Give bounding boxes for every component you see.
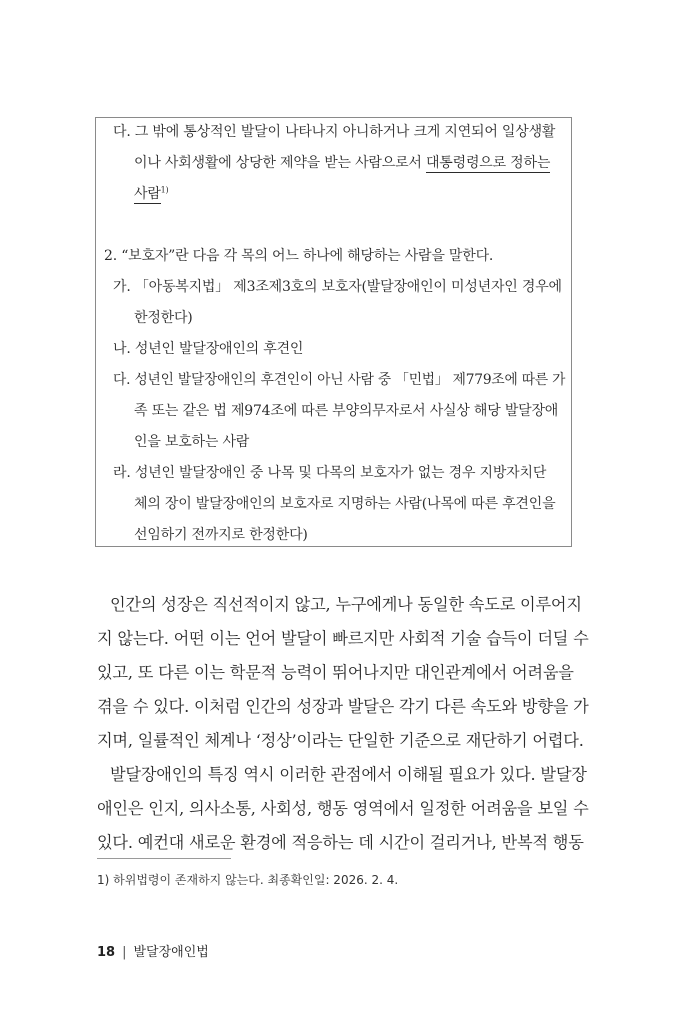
item-da2-line1: 다. 성년인 발달장애인의 후견인이 아닌 사람 중 「민법」 제779조에 따른 가: [113, 372, 566, 388]
item-ga-line2: 한정한다): [134, 310, 193, 326]
body-p1-line2: 지 않는다. 어떤 이는 언어 발달이 빠르지만 사회적 기술 습득이 더딜 수: [97, 629, 589, 648]
footnote-divider: [97, 858, 231, 859]
underlined-person: 사람: [134, 186, 161, 202]
body-p2-line2: 애인은 인지, 의사소통, 사회성, 행동 영역에서 일정한 어려움을 보일 수: [97, 799, 589, 818]
underlined-presidential-decree: 대통령령으로 정하는: [425, 155, 551, 171]
item-ra-line2: 체의 장이 발달장애인의 보호자로 지명하는 사람(나목에 따른 후견인을: [134, 496, 556, 512]
item-da1-line2-text: 이나 사회생활에 상당한 제약을 받는 사람으로서: [134, 155, 426, 171]
item-ra-line1: 라. 성년인 발달장애인 중 나목 및 다목의 보호자가 없는 경우 지방자치단: [113, 465, 547, 481]
body-p1-line5: 지며, 일률적인 체계나 ‘정상’이라는 단일한 기준으로 재단하기 어렵다.: [97, 731, 584, 750]
item-da2-line2: 족 또는 같은 법 제974조에 따른 부양의무자로서 사실상 해당 발달장애: [134, 403, 559, 419]
body-p2-line1: 발달장애인의 특징 역시 이러한 관점에서 이해될 필요가 있다. 발달장: [110, 765, 587, 784]
item-da1-line3: [134, 184, 168, 204]
body-p1-line1: 인간의 성장은 직선적이지 않고, 누구에게나 동일한 속도로 이루어지: [110, 595, 582, 614]
footnote-1: 1) 하위법령이 존재하지 않는다. 최종확인일: 2026. 2. 4.: [97, 873, 399, 887]
body-p1-line4: 겪을 수 있다. 이처럼 인간의 성장과 발달은 각기 다른 속도와 방향을 가: [97, 697, 589, 716]
running-title: 발달장애인법: [133, 945, 209, 960]
body-p2-line3: 있다. 예컨대 새로운 환경에 적응하는 데 시간이 걸리거나, 반복적 행동: [97, 833, 584, 852]
item-da1-line2: [134, 153, 550, 173]
body-p1-line3: 있고, 또 다른 이는 학문적 능력이 뛰어나지만 대인관계에서 어려움을: [97, 663, 574, 682]
item-ga-line1: 가. 「아동복지법」 제3조제3호의 보호자(발달장애인이 미성년자인 경우에: [113, 279, 562, 295]
item-na: 나. 성년인 발달장애인의 후견인: [113, 341, 304, 357]
item-ra-line3: 선임하기 전까지로 한정한다): [134, 527, 308, 543]
footnote-ref-1: 1): [160, 185, 169, 195]
item-da1-line1: 다. 그 밖에 통상적인 발달이 나타나지 아니하거나 크게 지연되어 일상생활: [113, 124, 556, 140]
item-2-guardian-definition: 2. “보호자”란 다음 각 목의 어느 하나에 해당하는 사람을 말한다.: [104, 248, 494, 264]
footer-separator: |: [122, 945, 127, 960]
page-number: 18: [97, 945, 116, 960]
item-da2-line3: 인을 보호하는 사람: [134, 434, 250, 450]
page-footer: [97, 944, 209, 962]
